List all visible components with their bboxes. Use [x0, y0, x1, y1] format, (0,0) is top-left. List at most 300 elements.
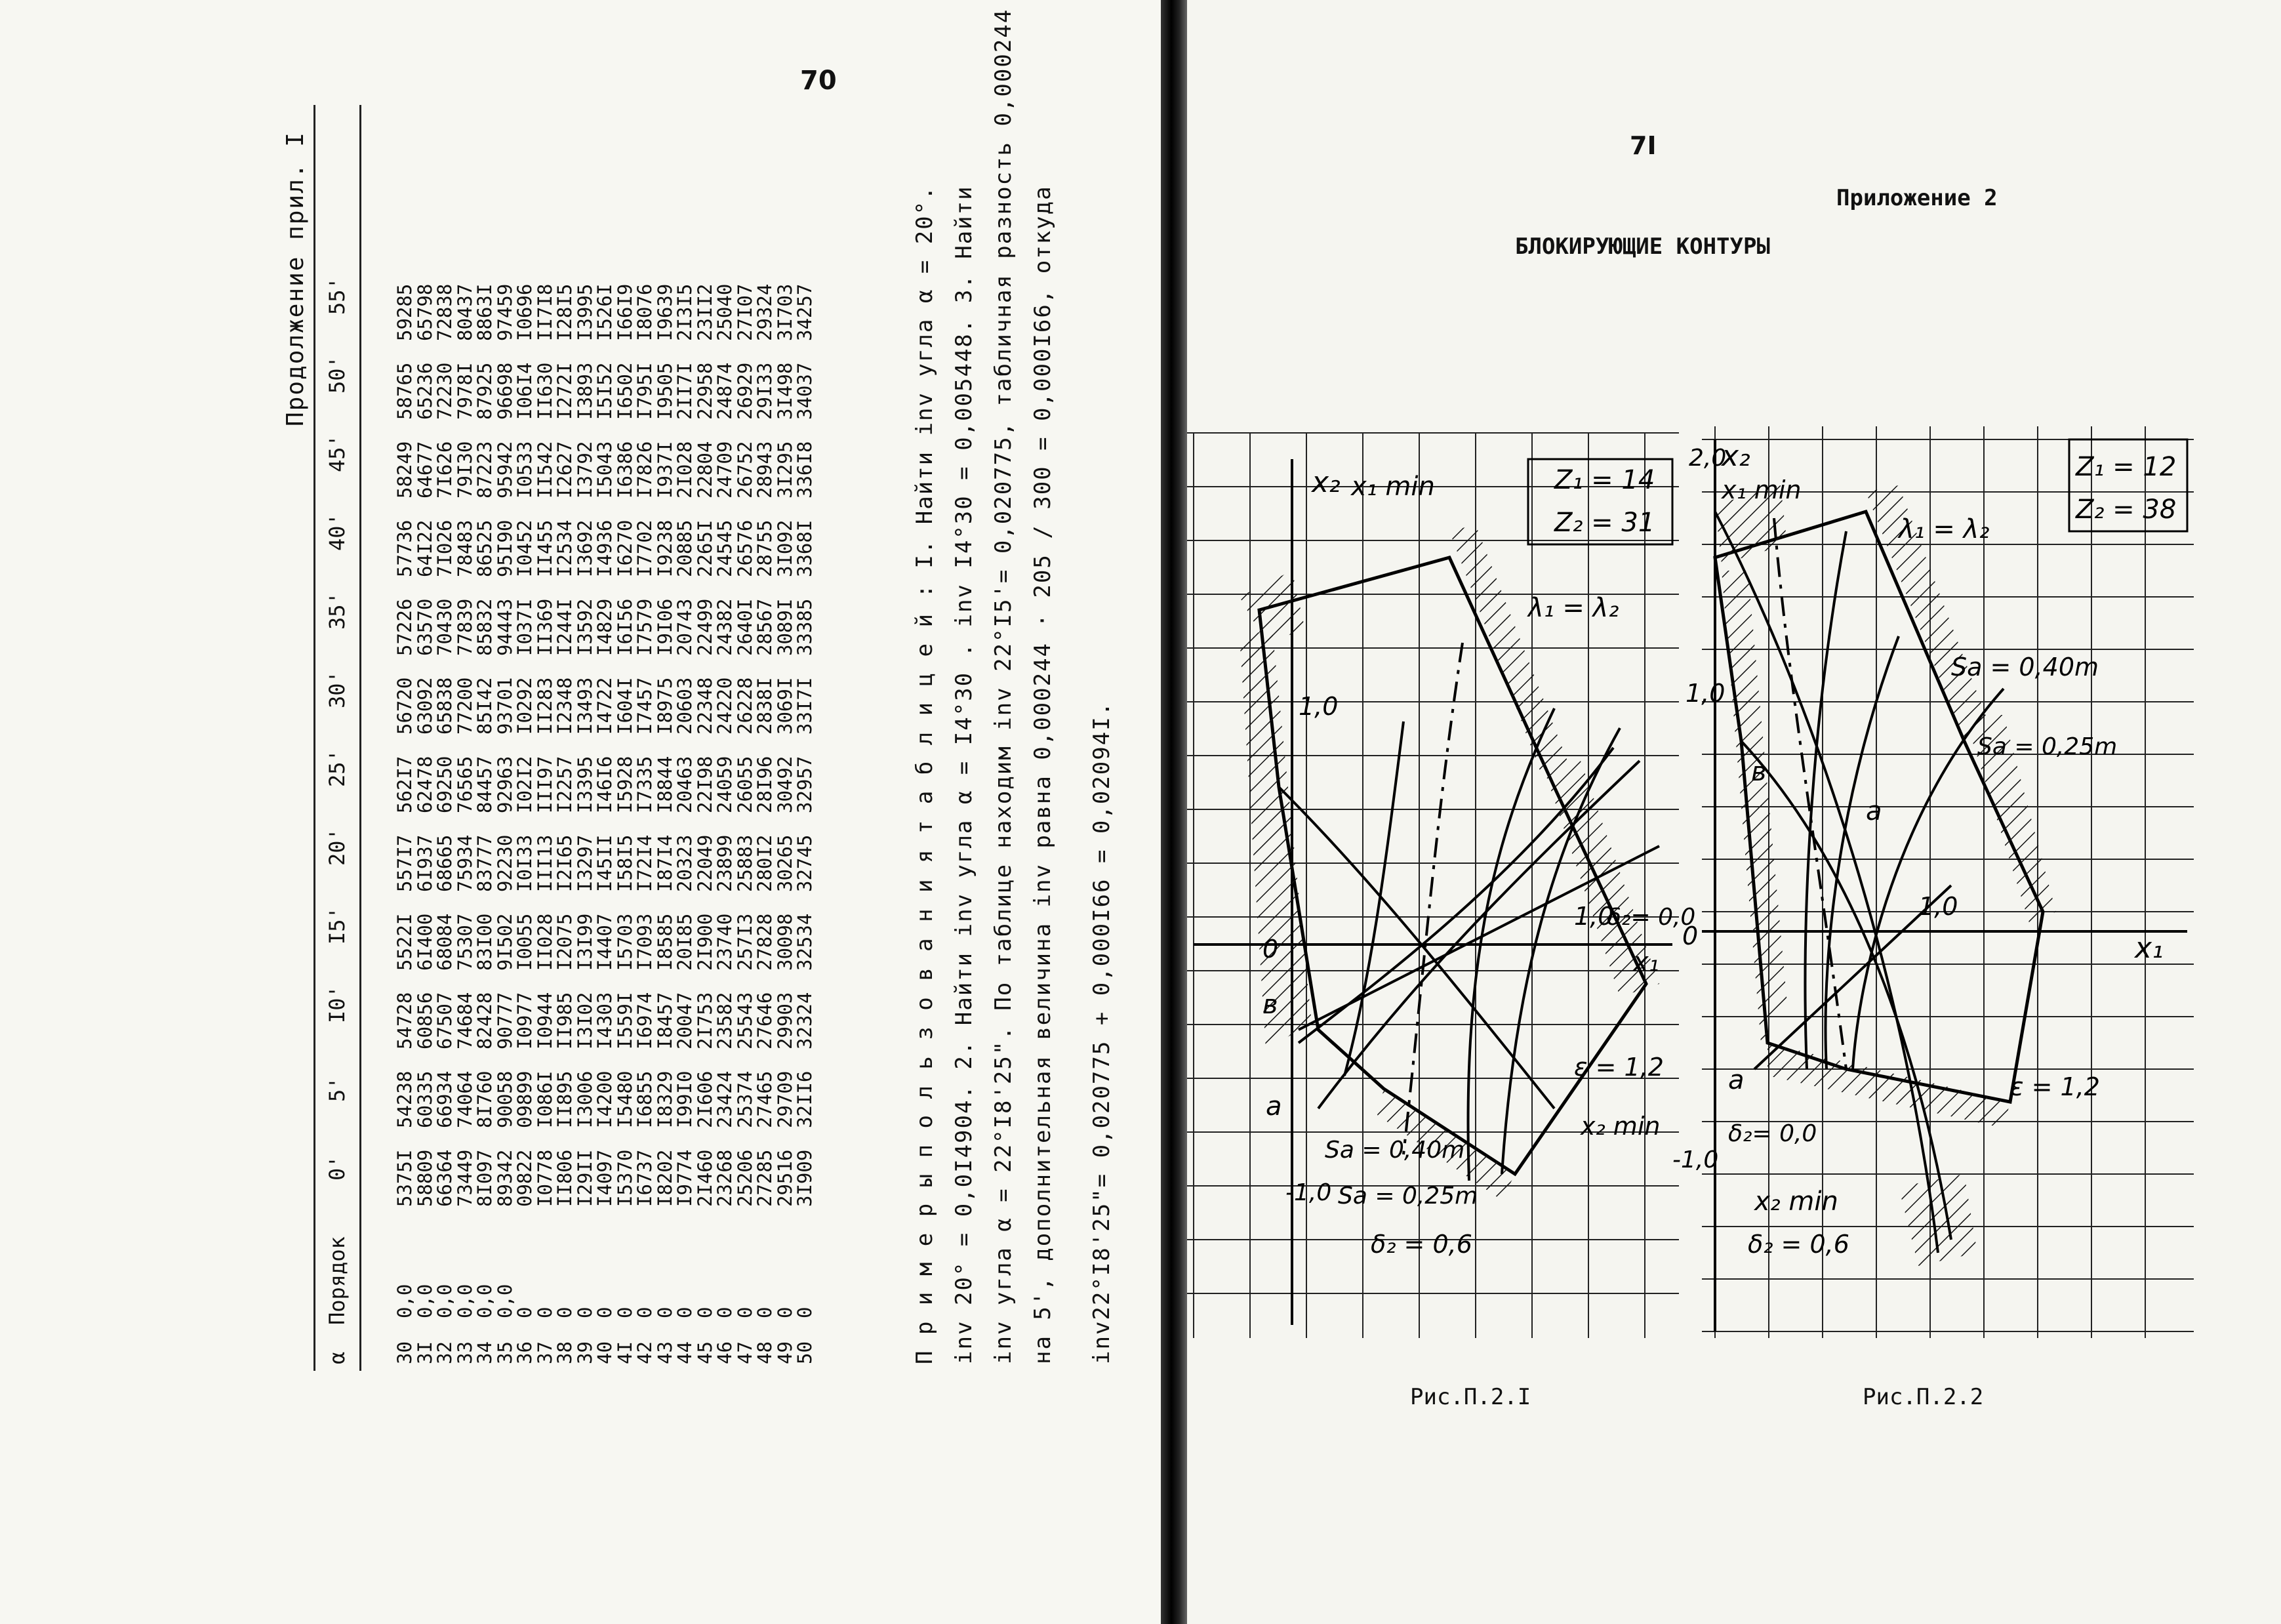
table-cell: 78483	[453, 519, 476, 577]
table-cell: 3I092	[773, 519, 796, 577]
table-cell: 24709	[714, 441, 736, 498]
table-cell: I2348	[554, 677, 576, 735]
table-cell: 37	[533, 1341, 556, 1364]
table-cell: 20463	[674, 756, 696, 813]
fig2-zero: 0	[1682, 922, 1699, 950]
table-header-cell: I0'	[325, 985, 350, 1023]
table-cell: I4829	[594, 598, 616, 656]
table-cell: I72I4	[634, 834, 656, 892]
table-header-cell: α	[325, 1351, 350, 1364]
table-cell: I8329	[653, 1070, 676, 1128]
table-cell: 0,0	[434, 1284, 456, 1318]
table-cell: 20743	[674, 598, 696, 656]
figure-2-caption: Рис.П.2.2	[1863, 1384, 1984, 1410]
table-cell: 40	[594, 1341, 616, 1364]
table-cell: I6855	[634, 1070, 656, 1128]
fig1-z2: Z₂ = 31	[1554, 508, 1655, 538]
table-cell: I3592	[573, 598, 596, 656]
table-cell: 57736	[394, 519, 416, 577]
table-cell: 60335	[413, 1070, 436, 1128]
table-cell: II985	[554, 992, 576, 1049]
table-header-cell: 30'	[325, 670, 350, 708]
table-cell: I6974	[634, 992, 656, 1049]
fig2-minus-one: -1,0	[1672, 1147, 1719, 1173]
fig2-a-mid: a	[1866, 796, 1882, 826]
table-cell: 30098	[773, 913, 796, 971]
table-cell: 0	[693, 1307, 716, 1318]
table-cell: 50	[794, 1341, 816, 1364]
fig1-x2-label: x₂	[1312, 466, 1341, 499]
table-cell: 32II6	[794, 1070, 816, 1128]
figure-1-caption: Рис.П.2.I	[1410, 1384, 1531, 1410]
table-cell: 33	[453, 1341, 476, 1364]
table-cell: 57226	[394, 598, 416, 656]
table-cell: 34	[474, 1341, 496, 1364]
table-cell: I5928	[613, 756, 636, 813]
fig1-zero: 0	[1262, 935, 1279, 964]
table-cell: 90058	[493, 1070, 516, 1128]
table-cell: 20885	[674, 519, 696, 577]
table-cell: 47	[733, 1341, 756, 1364]
table-cell: I0292	[514, 677, 536, 735]
fig1-delta-bottom: δ₂ = 0,6	[1371, 1230, 1472, 1259]
table-cell: I559I	[613, 992, 636, 1049]
table-cell: 29903	[773, 992, 796, 1049]
table-cell: II806	[554, 1149, 576, 1207]
table-cell: 26752	[733, 441, 756, 498]
table-cell: 3069I	[773, 677, 796, 735]
fig2-one-x: 1,0	[1918, 892, 1958, 921]
table-cell: 25374	[733, 1070, 756, 1128]
fig2-x2-label: x₂	[1722, 439, 1750, 473]
table-cell: 58765	[394, 362, 416, 420]
table-cell: 27465	[754, 1070, 776, 1128]
table-cell: 54238	[394, 1070, 416, 1128]
table-cell: 85832	[474, 598, 496, 656]
table-cell: 29709	[773, 1070, 796, 1128]
fig2-z2: Z₂ = 38	[2076, 495, 2177, 525]
table-cell: 75934	[453, 834, 476, 892]
table-cell: I8202	[653, 1149, 676, 1207]
table-cell: 27285	[754, 1149, 776, 1207]
table-cell: II455	[533, 519, 556, 577]
table-cell: 84457	[474, 756, 496, 813]
table-cell: 76565	[453, 756, 476, 813]
table-cell: 28755	[754, 519, 776, 577]
table-cell: 336I8	[794, 441, 816, 498]
table-cell: I6737	[634, 1149, 656, 1207]
table-cell: I4097	[594, 1149, 616, 1207]
table-cell: 22804	[693, 441, 716, 498]
table-cell: 70430	[434, 598, 456, 656]
table-cell: 3089I	[773, 598, 796, 656]
table-cell: II895	[554, 1070, 576, 1128]
table-cell: I2627	[554, 441, 576, 498]
fig1-b-label: в	[1262, 990, 1278, 1020]
table-cell: 58809	[413, 1149, 436, 1207]
table-cell: 26929	[733, 362, 756, 420]
table-cell: 39	[573, 1341, 596, 1364]
table-cell: I8844	[653, 756, 676, 813]
table-cell: 77200	[453, 677, 476, 735]
table-cell: 95942	[493, 441, 516, 498]
table-cell: 2I900	[693, 913, 716, 971]
table-cell: 62478	[413, 756, 436, 813]
table-cell: 63092	[413, 677, 436, 735]
table-cell: 66934	[434, 1070, 456, 1128]
table-header-cell: 55'	[325, 277, 350, 315]
table-cell: 0	[674, 1307, 696, 1318]
table-cell: 36	[514, 1341, 536, 1364]
table-cell: 0	[794, 1307, 816, 1318]
table-cell: 79I30	[453, 441, 476, 498]
table-cell: 28567	[754, 598, 776, 656]
table-cell: I6I56	[613, 598, 636, 656]
table-cell: 3I703	[773, 283, 796, 341]
table-cell: 0	[714, 1307, 736, 1318]
table-cell: I6502	[613, 362, 636, 420]
table-cell: 25883	[733, 834, 756, 892]
fig1-x1-label: x₁	[1633, 947, 1659, 977]
table-cell: I3692	[573, 519, 596, 577]
figure-2-chart	[1672, 413, 2200, 1351]
table-cell: II7I8	[533, 283, 556, 341]
table-cell: I7335	[634, 756, 656, 813]
table-header-cell: 5'	[325, 1076, 350, 1102]
table-cell: I086I	[533, 1070, 556, 1128]
table-cell: I3297	[573, 834, 596, 892]
table-cell: 22348	[693, 677, 716, 735]
table-cell: 97459	[493, 283, 516, 341]
table-cell: 0	[653, 1307, 676, 1318]
table-cell: I3I99	[573, 913, 596, 971]
table-cell: 87223	[474, 441, 496, 498]
table-cell: I244I	[554, 598, 576, 656]
table-cell: III97	[533, 756, 556, 813]
table-cell: 2640I	[733, 598, 756, 656]
table-cell: I0055	[514, 913, 536, 971]
table-cell: I0778	[533, 1149, 556, 1207]
table-cell: 59285	[394, 283, 416, 341]
table-cell: 20603	[674, 677, 696, 735]
table-header-cell: Порядок	[325, 1236, 350, 1325]
table-cell: I28I5	[554, 283, 576, 341]
table-cell: 0,0	[493, 1284, 516, 1318]
fig1-curve-3	[1344, 721, 1403, 1076]
table-cell: 45	[693, 1341, 716, 1364]
table-cell: 82428	[474, 992, 496, 1049]
book-spine	[1161, 0, 1187, 1624]
table-cell: 8863I	[474, 283, 496, 341]
right-page	[1187, 0, 2281, 1624]
table-cell: 73449	[453, 1149, 476, 1207]
table-cell: 24874	[714, 362, 736, 420]
table-header-cell: 40'	[325, 513, 350, 551]
table-cell: 23899	[714, 834, 736, 892]
table-cell: 6I400	[413, 913, 436, 971]
fig1-a-label: a	[1266, 1091, 1282, 1122]
table-cell: I87I4	[653, 834, 676, 892]
table-cell: I7579	[634, 598, 656, 656]
table-cell: 23582	[714, 992, 736, 1049]
table-cell: 96698	[493, 362, 516, 420]
table-cell: I8457	[653, 992, 676, 1049]
table-cell: 2I3I5	[674, 283, 696, 341]
table-cell: 0	[773, 1307, 796, 1318]
table-cell: 30265	[773, 834, 796, 892]
table-cell: 34257	[794, 283, 816, 341]
table-cell: 32957	[794, 756, 816, 813]
table-cell: 0	[754, 1307, 776, 1318]
table-cell: 23II2	[693, 283, 716, 341]
table-cell: I7093	[634, 913, 656, 971]
fig2-a-low: a	[1728, 1065, 1745, 1095]
fig2-lambda-label: λ₁ = λ₂	[1899, 514, 1990, 544]
table-cell: 90777	[493, 992, 516, 1049]
fig2-hatch-5	[1767, 1043, 2010, 1128]
table-cell: 65838	[434, 677, 456, 735]
table-cell: 49	[773, 1341, 796, 1364]
fig2-delta-top: δ₂= 0,0	[1728, 1120, 1817, 1147]
table-cell: 5522I	[394, 913, 416, 971]
table-cell: I526I	[594, 283, 616, 341]
table-cell: 20I85	[674, 913, 696, 971]
table-cell: I2257	[554, 756, 576, 813]
fig2-two-y: 2,0	[1689, 445, 1727, 472]
table-cell: 74684	[453, 992, 476, 1049]
table-header-rule-bottom	[359, 105, 361, 1371]
table-cell: 7978I	[453, 362, 476, 420]
table-cell: I9639	[653, 283, 676, 341]
fig1-lambda-label: λ₁ = λ₂	[1528, 593, 1619, 623]
table-cell: I037I	[514, 598, 536, 656]
table-cell: 3I295	[773, 441, 796, 498]
fig2-z1: Z₁ = 12	[2076, 452, 2177, 482]
table-cell: I2I65	[554, 834, 576, 892]
example-line-5: inv22°I8'25"= 0,020775 + 0,000I66 = 0,02094I.	[1089, 700, 1115, 1364]
table-cell: 89342	[493, 1149, 516, 1207]
table-header-cell: 0'	[325, 1155, 350, 1181]
table-cell: 2II7I	[674, 362, 696, 420]
table-cell: I7826	[634, 441, 656, 498]
fig1-z1: Z₁ = 14	[1554, 465, 1655, 495]
table-cell: I937I	[653, 441, 676, 498]
table-cell: 33385	[794, 598, 816, 656]
table-cell: 77839	[453, 598, 476, 656]
table-cell: 34037	[794, 362, 816, 420]
table-cell: I8585	[653, 913, 676, 971]
table-header-cell: I5'	[325, 906, 350, 944]
table-cell: I5043	[594, 441, 616, 498]
table-cell: 8I097	[474, 1149, 496, 1207]
table-cell: 25040	[714, 283, 736, 341]
table-cell: I58I5	[613, 834, 636, 892]
table-cell: I0977	[514, 992, 536, 1049]
table-cell: 2I753	[693, 992, 716, 1049]
table-cell: 74064	[453, 1070, 476, 1128]
table-cell: 64I22	[413, 519, 436, 577]
table-cell: 65798	[413, 283, 436, 341]
table-cell: I4936	[594, 519, 616, 577]
table-cell: 25543	[733, 992, 756, 1049]
table-cell: 83777	[474, 834, 496, 892]
table-cell: I7702	[634, 519, 656, 577]
table-cell: 9I502	[493, 913, 516, 971]
table-cell: 92963	[493, 756, 516, 813]
table-header-cell: 50'	[325, 355, 350, 394]
table-cell: 44	[674, 1341, 696, 1364]
table-cell: 27646	[754, 992, 776, 1049]
table-cell: 29516	[773, 1149, 796, 1207]
table-cell: 24545	[714, 519, 736, 577]
table-cell: 66364	[434, 1149, 456, 1207]
table-cell: 20047	[674, 992, 696, 1049]
table-cell: I9I06	[653, 598, 676, 656]
table-cell: I9774	[674, 1149, 696, 1207]
table-cell: 257I3	[733, 913, 756, 971]
table-cell: 30	[394, 1341, 416, 1364]
table-cell: 65236	[413, 362, 436, 420]
table-cell: I3893	[573, 362, 596, 420]
table-cell: 32534	[794, 913, 816, 971]
fig2-x2min-label: x₂ min	[1754, 1187, 1838, 1217]
fig1-one-y: 1,0	[1299, 692, 1339, 721]
table-cell: 09822	[514, 1149, 536, 1207]
table-cell: 85I42	[474, 677, 496, 735]
fig2-one-y: 1,0	[1686, 679, 1726, 708]
table-cell: 22I98	[693, 756, 716, 813]
table-cell: 72230	[434, 362, 456, 420]
table-cell: 3368I	[794, 519, 816, 577]
table-cell: 22958	[693, 362, 716, 420]
table-cell: I45II	[594, 834, 616, 892]
table-cell: 27I07	[733, 283, 756, 341]
table-cell: 5375I	[394, 1149, 416, 1207]
table-cell: 3I	[413, 1341, 436, 1364]
fig1-minus-one: -1,0	[1285, 1179, 1332, 1206]
fig2-x1-label: x₁	[2135, 931, 2164, 965]
example-line-1: П р и м е р ы п о л ь з о в а н и я т а б л и ц е й : I. Найти inv угла α = 20°.	[912, 185, 938, 1364]
table-cell: 69250	[434, 756, 456, 813]
table-header-cell: 45'	[325, 434, 350, 472]
example-line-4: на 5', дополнительная величина inv равна 0,000244 · 205 / 300 = 0,000I66, откуда	[1030, 185, 1056, 1364]
table-cell: I06I4	[514, 362, 536, 420]
fig1-hatch-3	[1449, 525, 1567, 774]
table-cell: I8975	[653, 677, 676, 735]
table-cell: I3I02	[573, 992, 596, 1049]
table-cell: 2I606	[693, 1070, 716, 1128]
table-cell: 26576	[733, 519, 756, 577]
table-cell: 2I460	[693, 1149, 716, 1207]
figure-1-chart	[1187, 420, 1696, 1351]
table-cell: 42	[634, 1341, 656, 1364]
table-cell: I4722	[594, 677, 616, 735]
table-cell: I9238	[653, 519, 676, 577]
table-cell: 32324	[794, 992, 816, 1049]
table-cell: 3I909	[794, 1149, 816, 1207]
table-cell: 24382	[714, 598, 736, 656]
table-cell: 22049	[693, 834, 716, 892]
table-cell: 0	[733, 1307, 756, 1318]
table-cell: 6I937	[413, 834, 436, 892]
table-cell: 23740	[714, 913, 736, 971]
fig1-x2min-label: x₂ min	[1581, 1112, 1661, 1141]
table-cell: 0,0	[413, 1284, 436, 1318]
table-cell: II630	[533, 362, 556, 420]
fig2-delta-bottom: δ₂ = 0,6	[1748, 1230, 1849, 1259]
table-cell: 0	[573, 1307, 596, 1318]
table-cell: I4407	[594, 913, 616, 971]
table-cell: I0944	[533, 992, 556, 1049]
table-cell: 23424	[714, 1070, 736, 1128]
table-cell: I46I6	[594, 756, 616, 813]
fig1-one-x: 1,0	[1574, 902, 1614, 931]
table-cell: 09899	[514, 1070, 536, 1128]
page-number-left: 70	[800, 66, 837, 96]
table-cell: 20323	[674, 834, 696, 892]
table-cell: I3395	[573, 756, 596, 813]
table-cell: 0,0	[474, 1284, 496, 1318]
fig1-delta-top: δ₂= 0,0	[1607, 904, 1696, 931]
table-cell: 29324	[754, 283, 776, 341]
table-cell: 280I2	[754, 834, 776, 892]
table-cell: II028	[533, 913, 556, 971]
table-cell: I4200	[594, 1070, 616, 1128]
table-cell: 68084	[434, 913, 456, 971]
table-cell: 0	[634, 1307, 656, 1318]
table-cell: 32	[434, 1341, 456, 1364]
table-cell: 562I7	[394, 756, 416, 813]
table-cell: 64677	[413, 441, 436, 498]
table-cell: 0,0	[394, 1284, 416, 1318]
table-cell: 28943	[754, 441, 776, 498]
table-cell: I0I33	[514, 834, 536, 892]
table-cell: I6386	[613, 441, 636, 498]
table-cell: I0452	[514, 519, 536, 577]
table-cell: 43	[653, 1341, 676, 1364]
fig1-x1min-label: x₁ min	[1351, 472, 1435, 502]
table-cell: 0	[514, 1307, 536, 1318]
table-cell: 25206	[733, 1149, 756, 1207]
table-cell: 0	[613, 1307, 636, 1318]
table-cell: I9505	[653, 362, 676, 420]
table-cell: 7I626	[434, 441, 456, 498]
table-header-rule-top	[313, 105, 315, 1371]
table-cell: I272I	[554, 362, 576, 420]
table-cell: I2075	[554, 913, 576, 971]
table-cell: I795I	[634, 362, 656, 420]
table-cell: I604I	[613, 677, 636, 735]
table-cell: I3493	[573, 677, 596, 735]
table-cell: 30492	[773, 756, 796, 813]
table-cell: I0696	[514, 283, 536, 341]
table-cell: 38	[554, 1341, 576, 1364]
table-cell: 3I498	[773, 362, 796, 420]
table-cell: 94443	[493, 598, 516, 656]
section-title: БЛОКИРУЮЩИЕ КОНТУРЫ	[1515, 233, 1770, 260]
appendix-label: Приложение 2	[1836, 185, 1998, 211]
table-cell: 58249	[394, 441, 416, 498]
fig2-sa040: Sa = 0,40m	[1951, 653, 2099, 681]
table-cell: I5480	[613, 1070, 636, 1128]
example-line-2: inv 20° = 0,0I4904. 2. Найти inv угла α = I4°30 . inv I4°30 = 0,005448. 3. Найти	[951, 185, 977, 1364]
table-cell: 2265I	[693, 519, 716, 577]
table-cell: 93701	[493, 677, 516, 735]
table-cell: 26055	[733, 756, 756, 813]
table-cell: I4303	[594, 992, 616, 1049]
table-cell: 29I33	[754, 362, 776, 420]
fig1-sa040: Sa = 0,40m	[1325, 1137, 1465, 1164]
